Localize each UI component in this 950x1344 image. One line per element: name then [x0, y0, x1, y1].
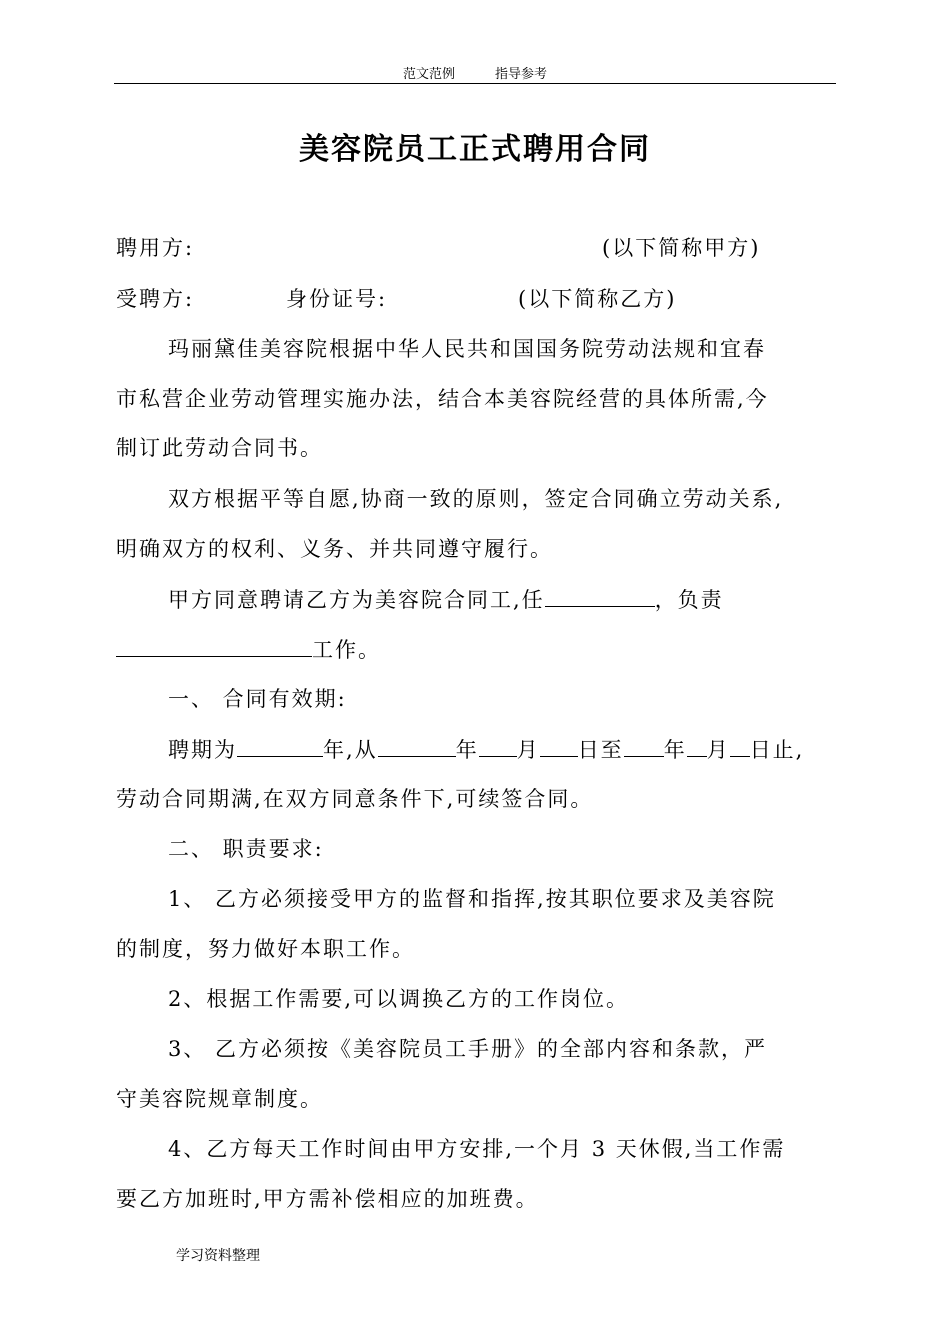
years-blank — [237, 734, 323, 757]
hire-line2 — [116, 634, 844, 665]
end-day-blank — [730, 734, 750, 757]
hire-text-a: 甲方同意聘请乙方为美容院合同工,任 — [168, 588, 545, 612]
party-b-note: (以下简称乙方) — [518, 287, 677, 311]
duty-4-line1: 4、乙方每天工作时间由甲方安排,一个月 3 天休假,当工作需 — [168, 1137, 786, 1161]
term-text-c: 年 — [455, 738, 479, 762]
end-month-blank — [687, 734, 707, 757]
term-line2: 劳动合同期满,在双方同意条件下,可续签合同。 — [116, 787, 594, 811]
duty-1-line2: 的制度，努力做好本职工作。 — [116, 937, 415, 961]
header-left-text: 范文范例 — [402, 67, 455, 82]
para1-line3: 制订此劳动合同书。 — [116, 436, 323, 460]
start-month-blank — [479, 734, 517, 757]
party-a-label: 聘用方: — [116, 236, 195, 260]
term-text-e: 日至 — [577, 738, 624, 762]
section2-heading: 二、 职责要求: — [168, 837, 324, 861]
term-text-f: 年 — [663, 738, 687, 762]
para1-line1: 玛丽黛佳美容院根据中华人民共和国国务院劳动法规和宜春 — [168, 337, 766, 361]
hire-line1 — [116, 584, 844, 615]
section1-heading: 一、 合同有效期: — [168, 687, 347, 711]
term-text-d: 月 — [516, 738, 540, 762]
start-day-blank — [540, 734, 578, 757]
header-right-text: 指导参考 — [495, 67, 548, 82]
party-a-line — [116, 233, 844, 263]
term-text-g: 月 — [706, 738, 730, 762]
duty-2-line1: 2、根据工作需要,可以调换乙方的工作岗位。 — [168, 987, 630, 1011]
term-line1 — [116, 734, 844, 765]
page-header — [114, 66, 836, 83]
term-text-a: 聘期为 — [168, 738, 237, 762]
term-text-h: 日止, — [749, 738, 805, 762]
duty-3-line2: 守美容院规章制度。 — [116, 1087, 323, 1111]
hire-text-c: 工作。 — [312, 638, 381, 662]
party-b-line — [116, 284, 844, 314]
start-year-blank — [378, 734, 456, 757]
party-b-label: 受聘方: — [116, 287, 195, 311]
term-text-b: 年,从 — [323, 738, 378, 762]
hire-text-b: ，负责 — [654, 588, 724, 612]
duty-4-line2: 要乙方加班时,甲方需补偿相应的加班费。 — [116, 1187, 539, 1211]
para2-line1: 双方根据平等自愿,协商一致的原则，签定合同确立劳动关系, — [168, 487, 784, 511]
position-blank — [545, 584, 655, 607]
para2-line2: 明确双方的权利、义务、并共同遵守履行。 — [116, 537, 553, 561]
duty-1-line1: 1、 乙方必须接受甲方的监督和指挥,按其职位要求及美容院 — [168, 887, 776, 911]
end-year-blank — [624, 734, 664, 757]
duty-blank — [116, 634, 312, 657]
page-footer: 学习资料整理 — [176, 1248, 260, 1264]
header-rule — [114, 83, 836, 84]
duty-3-line1: 3、 乙方必须按《美容院员工手册》的全部内容和条款，严 — [168, 1037, 768, 1061]
document-title: 美容院员工正式聘用合同 — [299, 132, 651, 167]
para1-line2: 市私营企业劳动管理实施办法，结合本美容院经营的具体所需,今 — [116, 387, 769, 411]
party-b-id-label: 身份证号: — [286, 287, 388, 311]
party-a-note: (以下简称甲方) — [602, 236, 761, 260]
